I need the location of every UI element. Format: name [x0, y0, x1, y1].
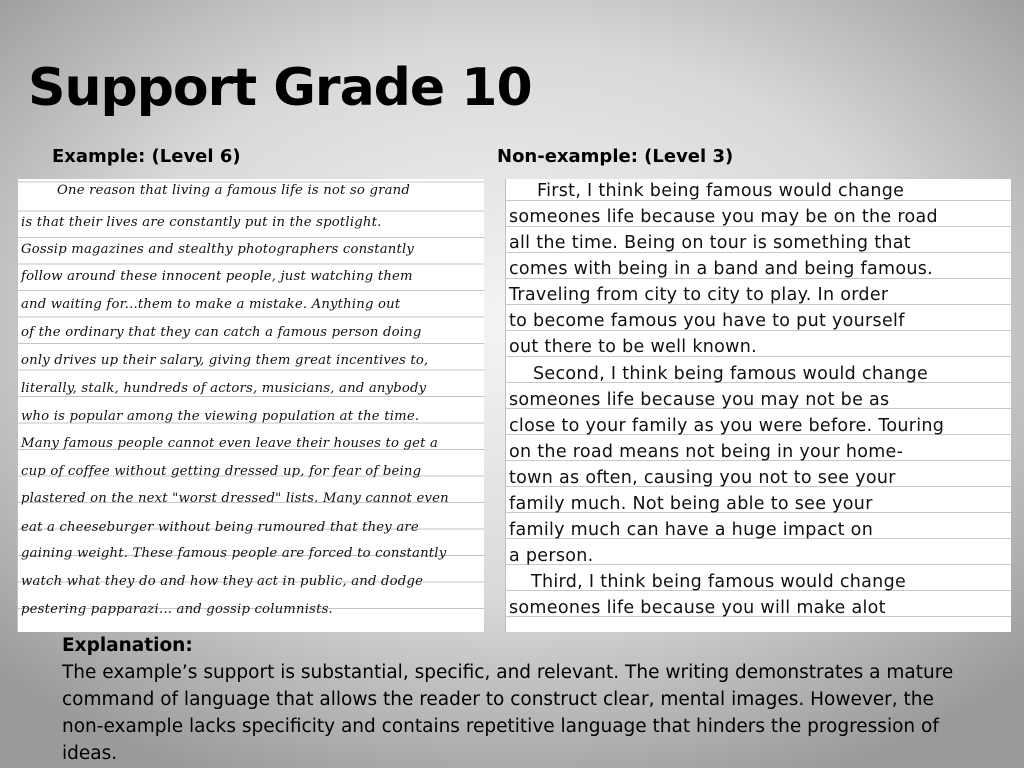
handwriting-line: Many famous people cannot even leave their houses to get a — [21, 436, 439, 451]
explanation-body: The example’s support is substantial, specific, and relevant. The writing demonstrates a mature command of language that allows the reader to construct clear, mental images. However, the non-example lacks specificity and contains repetitive language that hinders the progression of ideas. — [62, 662, 954, 764]
handwriting-line: Traveling from city to city to play. In order — [509, 285, 889, 305]
handwriting-line: First, I think being famous would change — [537, 181, 905, 201]
handwriting-line: someones life because you will make alot — [509, 598, 886, 618]
handwriting-line: on the road means not being in your home- — [509, 442, 904, 462]
handwriting-line: to become famous you have to put yourself — [509, 311, 905, 331]
example-label: Example: (Level 6) — [52, 146, 241, 167]
handwriting-line: only drives up their salary, giving them great incentives to, — [21, 353, 429, 368]
handwriting-line: follow around these innocent people, just watching them — [21, 269, 413, 284]
handwriting-line: pestering papparazi... and gossip columnists. — [21, 602, 333, 617]
handwriting-line: family much. Not being able to see your — [509, 494, 873, 514]
handwriting-line: literally, stalk, hundreds of actors, musicians, and anybody — [21, 381, 427, 396]
slide-title: Support Grade 10 — [28, 58, 532, 118]
handwriting-line: someones life because you may be on the road — [509, 207, 938, 227]
handwriting-line: eat a cheeseburger without being rumoured that they are — [21, 520, 419, 535]
handwriting-line: family much can have a huge impact on — [509, 520, 874, 540]
explanation-heading: Explanation: — [62, 635, 193, 656]
handwriting-line: and waiting for...them to make a mistake. Anything out — [21, 297, 401, 312]
handwriting-line: cup of coffee without getting dressed up, for fear of being — [21, 464, 422, 479]
handwriting-line: Third, I think being famous would change — [531, 572, 907, 592]
handwriting-line: all the time. Being on tour is something that — [509, 233, 911, 253]
handwriting-line: plastered on the next "worst dressed" lists. Many cannot even — [21, 491, 449, 506]
example-handwriting-sample — [17, 179, 484, 632]
handwriting-line: watch what they do and how they act in public, and dodge — [21, 574, 424, 589]
margin-rule — [17, 179, 18, 632]
handwriting-line: Gossip magazines and stealthy photographers constantly — [21, 242, 415, 257]
handwriting-line: out there to be well known. — [509, 337, 758, 357]
handwriting-line: town as often, causing you not to see your — [509, 468, 896, 488]
handwriting-line: close to your family as you were before. Touring — [509, 416, 945, 436]
nonexample-label: Non-example: (Level 3) — [497, 146, 734, 167]
handwriting-line: Second, I think being famous would change — [533, 364, 929, 384]
handwriting-line: One reason that living a famous life is not so grand — [57, 183, 410, 198]
handwriting-line: someones life because you may not be as — [509, 390, 890, 410]
handwriting-line: who is popular among the viewing population at the time. — [21, 409, 420, 424]
margin-rule — [505, 179, 506, 632]
handwriting-line: a person. — [509, 546, 594, 566]
handwriting-line: comes with being in a band and being famous. — [509, 259, 934, 279]
handwriting-line: gaining weight. These famous people are forced to constantly — [21, 546, 447, 561]
handwriting-line: is that their lives are constantly put in the spotlight. — [21, 215, 382, 230]
explanation-block — [62, 632, 962, 767]
handwriting-line: of the ordinary that they can catch a famous person doing — [21, 325, 422, 340]
nonexample-handwriting-sample — [505, 179, 1011, 632]
